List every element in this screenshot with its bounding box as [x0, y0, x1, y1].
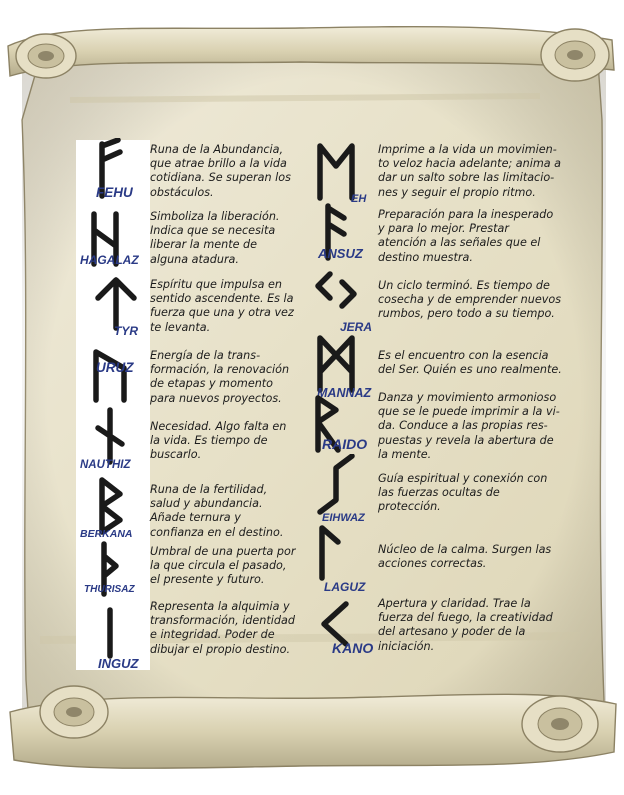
rune-description [150, 420, 286, 463]
rune-description [378, 391, 560, 462]
description-line: te levanta. [150, 320, 211, 334]
rune-name: BERKANA [80, 528, 133, 540]
rune-description [150, 278, 294, 335]
description-line: Indica que se necesita [150, 224, 276, 238]
description-line: Es el encuentro con la esencia [378, 349, 549, 362]
description-line: la mente. [378, 447, 432, 461]
description-line: la vida. Es tiempo de [150, 434, 268, 448]
rune-name: TYR [114, 324, 138, 338]
description-line: Umbral de una puerta por [150, 545, 296, 558]
rune-description [150, 349, 289, 406]
description-line: iniciación. [378, 639, 435, 653]
rune-name: THURISAZ [84, 584, 135, 595]
rune-name: ANSUZ [318, 246, 363, 261]
rune-name: RAIDO [322, 436, 368, 452]
description-line: obstáculos. [150, 185, 214, 199]
description-line: el presente y futuro. [150, 573, 265, 587]
rune-name: EIHWAZ [322, 512, 365, 524]
eihwaz-rune [306, 454, 378, 518]
description-line: Imprime a la vida un movimien- [378, 143, 557, 156]
description-line: fuerza que una y otra vez [150, 306, 294, 320]
rune-name: FEHU [96, 185, 133, 200]
description-line: de etapas y momento [150, 377, 274, 391]
rune-name: HAGALAZ [80, 253, 139, 267]
rune-name: INGUZ [98, 656, 139, 671]
description-line: dar un salto sobre las limitacio- [378, 171, 555, 185]
jera-rune [308, 264, 380, 328]
description-line: Energía de la trans- [150, 349, 261, 362]
rune-name: MANNAZ [317, 386, 372, 400]
description-line: Núcleo de la calma. Surgen las [378, 543, 552, 556]
rune-description [378, 143, 561, 200]
rune-description [378, 279, 561, 322]
description-line: y para lo mejor. Prestar [378, 222, 509, 236]
description-line: la que circula el pasado, [150, 559, 287, 573]
description-line: liberar la mente de [150, 238, 258, 252]
rune-description [150, 600, 295, 657]
inguz-rune [80, 600, 152, 664]
description-line: del Ser. Quién es uno realmente. [378, 363, 562, 377]
description-line: cosecha y de emprender nuevos [378, 293, 562, 307]
description-line: Espíritu que impulsa en [150, 278, 282, 291]
description-line: protección. [378, 500, 441, 514]
description-line: Danza y movimiento armonioso [378, 391, 557, 404]
rune-description [378, 349, 562, 377]
rune-name: NAUTHIZ [80, 459, 131, 471]
description-line: formación, la renovación [150, 363, 290, 377]
description-line: las fuerzas ocultas de [378, 486, 500, 500]
description-line: confianza en el destino. [150, 525, 284, 539]
description-line: que se le puede imprimir a la vi- [378, 405, 560, 419]
description-line: puestas y revela la abertura de [378, 433, 554, 447]
rune-name: LAGUZ [324, 580, 366, 594]
rune-name: JERA [340, 320, 373, 334]
rune-name: EH [351, 193, 367, 205]
description-line: Guía espiritual y conexión con [378, 472, 548, 485]
rune-description [150, 545, 295, 588]
description-line: buscarlo. [150, 448, 202, 462]
rune-description [150, 143, 291, 200]
description-line: Añade ternura y [150, 511, 241, 525]
laguz-rune [302, 520, 374, 584]
description-line: Un ciclo terminó. Es tiempo de [378, 279, 550, 292]
description-line: salud y abundancia. [150, 497, 263, 511]
description-line: da. Conduce a las propias res- [378, 419, 548, 433]
description-line: alguna atadura. [150, 252, 239, 266]
rune-description [150, 210, 279, 267]
rune-description [378, 208, 553, 265]
description-line: e integridad. Poder de [150, 628, 275, 642]
description-line: Runa de la fertilidad, [150, 483, 268, 496]
description-line: rumbos, pero todo a su tiempo. [378, 307, 555, 321]
description-line: del artesano y poder de la [378, 625, 526, 639]
description-line: Apertura y claridad. Trae la [378, 597, 531, 610]
ehwaz-rune [308, 140, 380, 204]
rune-description [150, 483, 283, 540]
rune-name: KANO [332, 640, 374, 656]
description-line: fuerza del fuego, la creatividad [378, 611, 553, 625]
rune-description [378, 597, 553, 654]
description-line: dibujar el propio destino. [150, 642, 291, 656]
description-line: Preparación para la inesperado [378, 208, 554, 221]
description-line: Runa de la Abundancia, [150, 143, 284, 156]
rune-name: URUZ [96, 360, 134, 375]
description-line: to veloz hacia adelante; anima a [378, 157, 561, 171]
description-line: cotidiana. Se superan los [150, 171, 291, 185]
description-line: que atrae brillo a la vida [150, 157, 287, 171]
description-line: Representa la alquimia y [150, 600, 290, 613]
description-line: Necesidad. Algo falta en [150, 420, 287, 433]
description-line: sentido ascendente. Es la [150, 292, 294, 306]
description-line: acciones correctas. [378, 557, 487, 571]
rune-description [378, 472, 547, 515]
description-line: para nuevos proyectos. [150, 391, 282, 405]
description-line: atención a las señales que el [378, 236, 541, 250]
description-line: destino muestra. [378, 250, 473, 264]
description-line: Simboliza la liberación. [150, 210, 280, 223]
description-line: transformación, identidad [150, 614, 295, 628]
description-line: nes y seguir el propio ritmo. [378, 185, 536, 199]
rune-description [378, 543, 551, 571]
